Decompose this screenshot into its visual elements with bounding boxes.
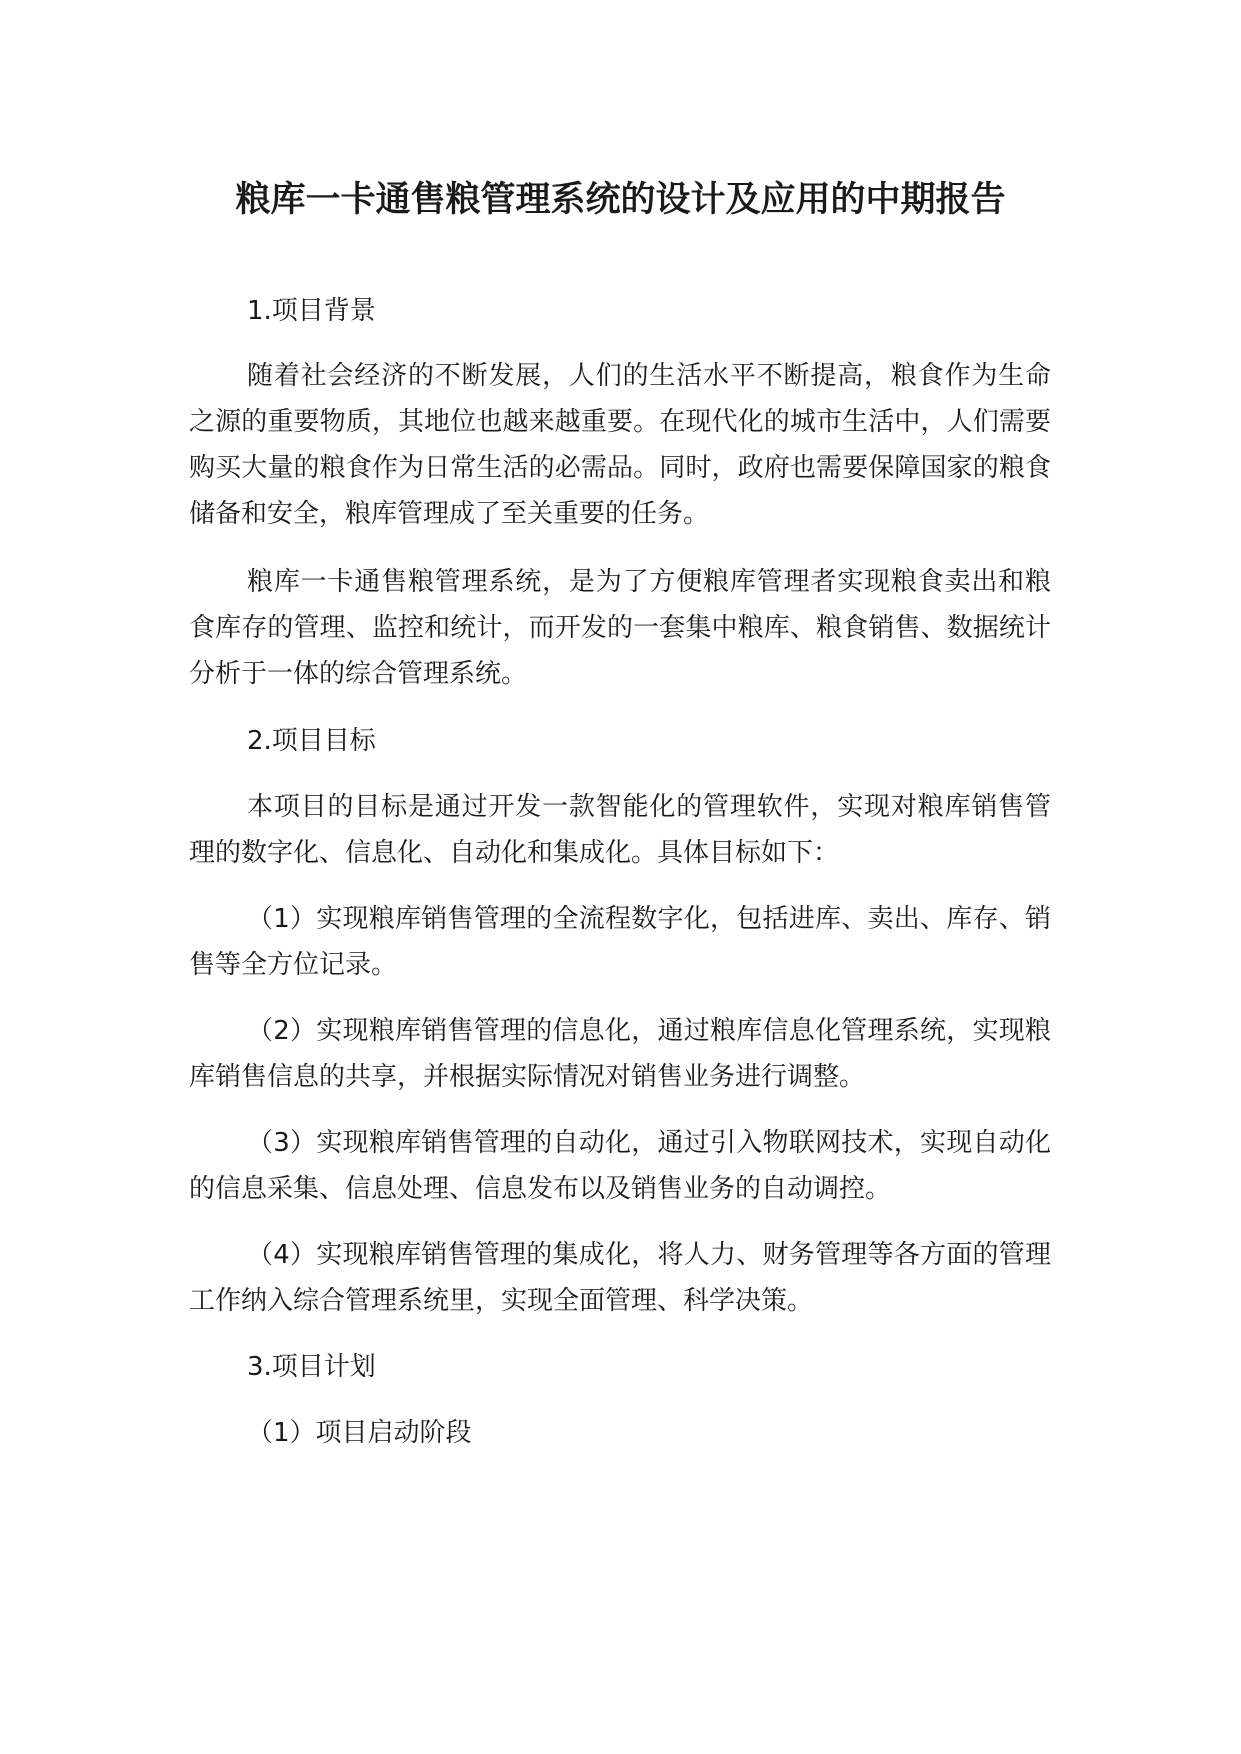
section-heading-goals: 2.项目目标 xyxy=(247,726,376,756)
list-item-goal-1: （1）实现粮库销售管理的全流程数字化，包括进库、卖出、库存、销售等全方位记录。 xyxy=(189,904,1051,980)
paragraph-goals-intro: 本项目的目标是通过开发一款智能化的管理软件，实现对粮库销售管理的数字化、信息化、自动化和集成化。具体目标如下： xyxy=(189,792,1051,868)
list-item-goal-4: （4）实现粮库销售管理的集成化，将人力、财务管理等各方面的管理工作纳入综合管理系统里，实现全面管理、科学决策。 xyxy=(189,1240,1051,1316)
section-heading-plan: 3.项目计划 xyxy=(247,1352,376,1382)
list-item-goal-2: （2）实现粮库销售管理的信息化，通过粮库信息化管理系统，实现粮库销售信息的共享，并根据实际情况对销售业务进行调整。 xyxy=(189,1016,1051,1092)
paragraph-background-2: 粮库一卡通售粮管理系统，是为了方便粮库管理者实现粮食卖出和粮食库存的管理、监控和统计，而开发的一套集中粮库、粮食销售、数据统计分析于一体的综合管理系统。 xyxy=(189,567,1051,689)
list-item-goal-3: （3）实现粮库销售管理的自动化，通过引入物联网技术，实现自动化的信息采集、信息处理、信息发布以及销售业务的自动调控。 xyxy=(189,1128,1051,1204)
section-heading-background: 1.项目背景 xyxy=(247,296,376,326)
document-title: 粮库一卡通售粮管理系统的设计及应用的中期报告 xyxy=(235,180,1006,220)
subsection-heading-startup: （1）项目启动阶段 xyxy=(247,1418,472,1448)
paragraph-background-1: 随着社会经济的不断发展，人们的生活水平不断提高，粮食作为生命之源的重要物质，其地位也越来越重要。在现代化的城市生活中，人们需要购买大量的粮食作为日常生活的必需品。同时，政府也需要保障国家的粮食储备和安全，粮库管理成了至关重要的任务。 xyxy=(189,361,1051,529)
